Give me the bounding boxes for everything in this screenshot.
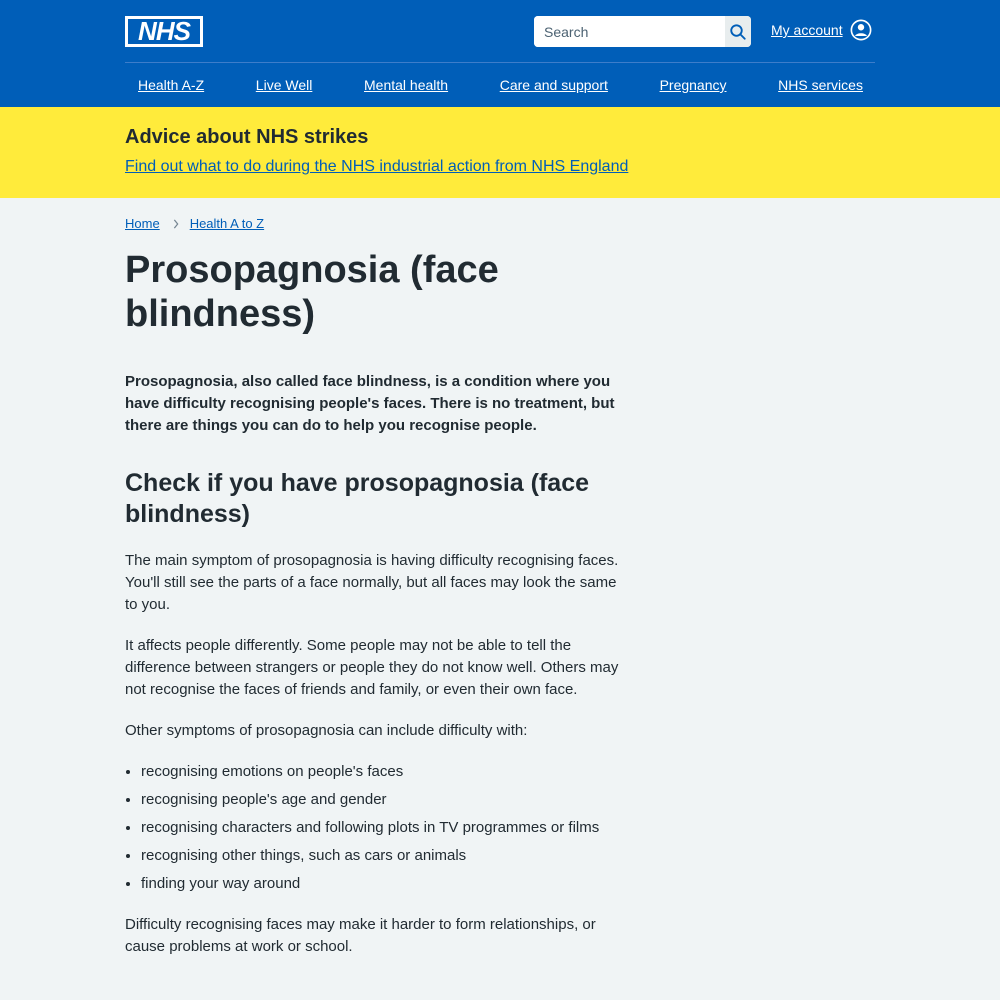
paragraph: Difficulty recognising faces may make it harder to form relationships, or cause problems at work or school. bbox=[125, 916, 596, 955]
nav-pregnancy[interactable]: Pregnancy bbox=[659, 77, 727, 93]
list-item: • recognising people's age and gender bbox=[141, 789, 620, 811]
list-item: • recognising other things, such as cars or animals bbox=[141, 845, 620, 867]
search-icon bbox=[729, 23, 747, 41]
search-box bbox=[534, 16, 751, 47]
body-text bbox=[125, 550, 620, 977]
breadcrumb bbox=[125, 216, 264, 231]
chevron-right-icon bbox=[172, 219, 180, 229]
account-label: My account bbox=[771, 22, 843, 38]
nav-nhs-services[interactable]: NHS services bbox=[778, 77, 863, 93]
lead-paragraph: Prosopagnosia, also called face blindness, is a condition where you have difficulty recognising people's faces. There is no treatment, but there are things you can do to help you recognise people. bbox=[125, 373, 615, 434]
nhs-logo[interactable] bbox=[125, 16, 203, 47]
logo-text: NHS bbox=[128, 19, 200, 44]
banner-link[interactable]: Find out what to do during the NHS industrial action from NHS England bbox=[125, 158, 629, 175]
nav-care-and-support[interactable]: Care and support bbox=[499, 77, 608, 93]
strike-banner bbox=[0, 107, 1000, 198]
paragraph: The main symptom of prosopagnosia is having difficulty recognising faces. You'll still see the parts of a face normally, but all faces may look the same to you. bbox=[125, 552, 619, 613]
nav-live-well[interactable]: Live Well bbox=[255, 77, 313, 93]
breadcrumb-health-a-to-z[interactable]: Health A to Z bbox=[189, 216, 265, 231]
paragraph: Other symptoms of prosopagnosia can include difficulty with: bbox=[125, 722, 528, 739]
nav-health-a-z[interactable]: Health A-Z bbox=[138, 77, 205, 93]
section-heading: Check if you have prosopagnosia (face blindness) bbox=[125, 469, 590, 528]
banner-title: Advice about NHS strikes bbox=[125, 126, 369, 148]
nav-mental-health[interactable]: Mental health bbox=[364, 77, 449, 93]
symptom-list bbox=[125, 761, 620, 895]
list-item: • finding your way around bbox=[141, 873, 620, 895]
main-nav bbox=[125, 62, 875, 107]
user-icon bbox=[850, 19, 872, 41]
my-account-link[interactable] bbox=[771, 19, 872, 41]
list-item: • recognising characters and following plots in TV programmes or films bbox=[141, 817, 620, 839]
page-title: Prosopagnosia (face blindness) bbox=[125, 249, 499, 335]
paragraph: It affects people differently. Some people may not be able to tell the difference between strangers or people they do not know well. Others may not recognise the faces of friends and family, or even their own face. bbox=[125, 637, 619, 698]
breadcrumb-home[interactable]: Home bbox=[125, 216, 160, 231]
site-header bbox=[0, 0, 1000, 107]
search-input[interactable] bbox=[534, 16, 725, 47]
search-button[interactable] bbox=[725, 16, 751, 47]
list-item: • recognising emotions on people's faces bbox=[141, 761, 620, 783]
